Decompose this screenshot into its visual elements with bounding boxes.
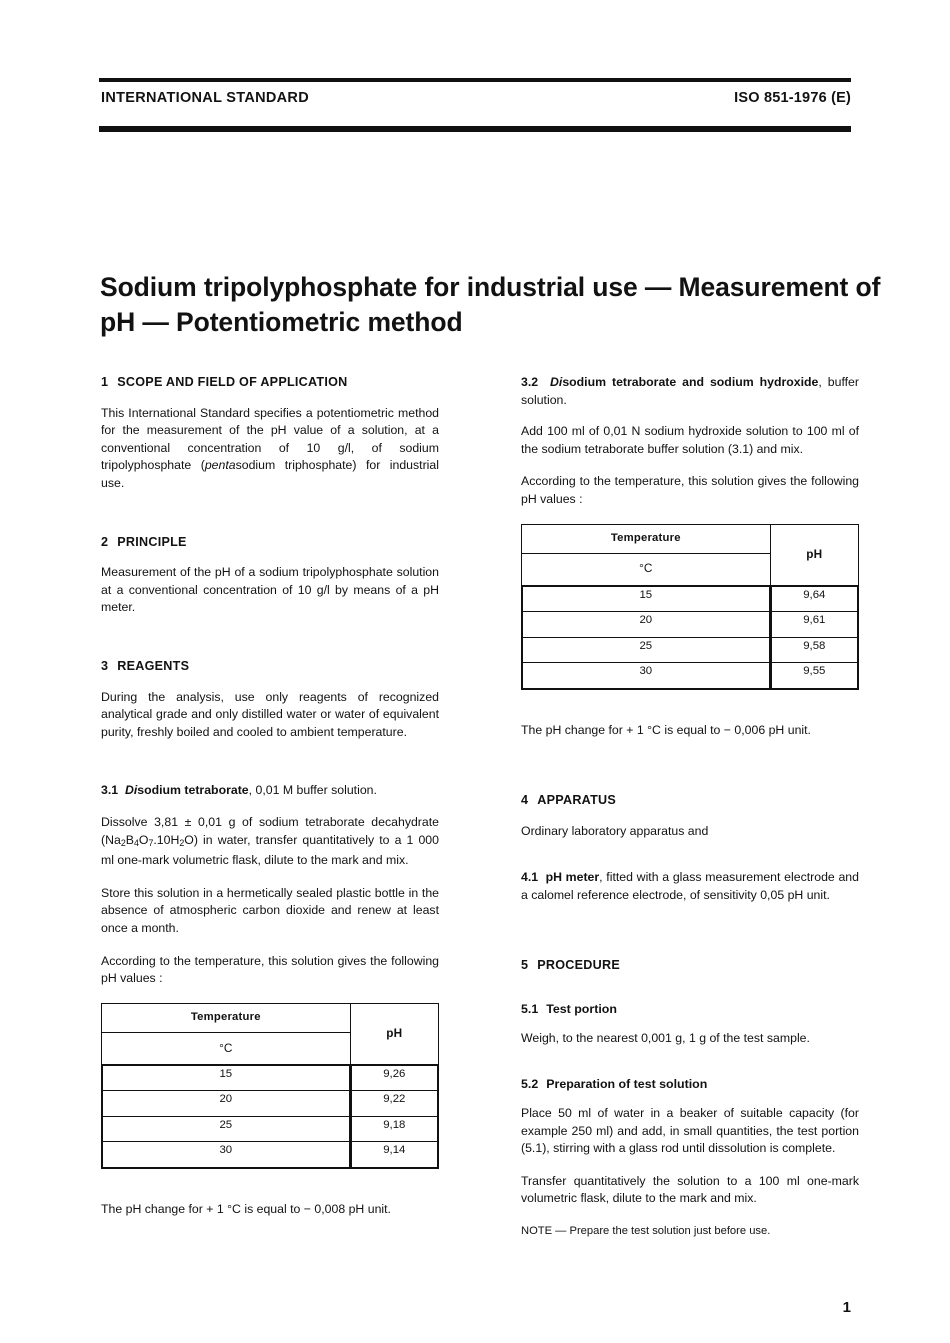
table-ph-column <box>770 585 858 689</box>
section-3-1-term: sodium tetraborate <box>137 783 249 798</box>
table-temperature-column <box>102 1064 351 1168</box>
section-3-2-number: 3.2 <box>521 375 539 389</box>
spacer <box>521 708 859 722</box>
header-rule-bottom <box>99 126 851 132</box>
table-header-temperature: Temperature <box>522 524 771 553</box>
section-3-number: 3 <box>101 658 109 673</box>
section-1-title: SCOPE AND FIELD OF APPLICATION <box>117 375 348 389</box>
section-1-number: 1 <box>101 375 109 389</box>
table-body-row <box>522 585 859 689</box>
section-1-body-part2: sodium triphosphate) for industrial use. <box>101 458 439 490</box>
section-3-body: During the analysis, use only reagents of recognized analytical grade and only distilled water or water of equivalent purity, freshly boiled and cooled to ambient temperature. <box>101 689 439 739</box>
section-5-2-heading <box>521 1076 859 1094</box>
right-column <box>521 374 859 1239</box>
table-row <box>351 1116 437 1142</box>
formula-prefix: Dissolve 3,81 ± 0,01 g of sodium tetraborate decahydrate (Na <box>101 814 439 847</box>
table-row <box>103 1116 350 1142</box>
table-row <box>523 586 770 612</box>
section-3-heading <box>101 658 439 676</box>
section-1-body-italic: penta <box>204 458 236 473</box>
section-3-1-paragraph-2: Store this solution in a hermetically sealed plastic bottle in the absence of atmospheric carbon dioxide and renew at least once a month. <box>101 885 439 936</box>
section-5-2-paragraph-1: Place 50 ml of water in a beaker of suitable capacity (for example 250 ml) and add, in small quantities, the test portion (5.1), stirring with a glass rod until dissolution is complete. <box>521 1105 859 1156</box>
cell-temperature: 25 <box>523 637 770 663</box>
section-2-number: 2 <box>101 534 109 549</box>
cell-ph: 9,26 <box>351 1065 437 1091</box>
table-row <box>103 1142 350 1168</box>
section-3-2-paragraph-2: According to the temperature, this solution gives the following pH values : <box>521 474 859 506</box>
page-number: 1 <box>842 1299 851 1316</box>
table-temperature-column <box>522 585 771 689</box>
section-1-body <box>101 405 439 493</box>
left-table-footnote: The pH change for + 1 °C is equal to − 0,008 pH unit. <box>101 1201 391 1216</box>
temperature-values <box>102 1065 350 1168</box>
section-3-2-term-italic: Di <box>550 375 563 389</box>
section-3-1-lead-rest: , 0,01 M buffer solution. <box>248 783 377 798</box>
cell-temperature: 15 <box>523 586 770 612</box>
cell-ph: 9,64 <box>771 586 857 612</box>
table-row <box>351 1065 437 1091</box>
table-row <box>523 663 770 689</box>
cell-ph: 9,18 <box>351 1116 437 1142</box>
section-3-2-lead <box>521 374 859 409</box>
section-3-1-paragraph-1 <box>101 814 439 870</box>
spacer <box>101 508 439 534</box>
spacer <box>101 756 439 782</box>
spacer <box>521 987 859 1001</box>
spacer <box>521 754 859 792</box>
spacer <box>101 632 439 658</box>
section-4-heading <box>521 792 859 810</box>
section-3-2-term: sodium tetraborate and sodium hydroxide <box>562 375 819 389</box>
section-5-number: 5 <box>521 957 529 972</box>
section-4-number: 4 <box>521 793 529 808</box>
section-4-1-number: 4.1 <box>521 870 539 885</box>
section-1-body-part1: This International Standard specifies a potentiometric method for the measurement of the pH value of a solution, at a conventional concentration of 10 g/l, of sodium tripolyphosphate ( <box>101 405 439 473</box>
table-header-ph: pH <box>770 524 858 585</box>
ph-table-right <box>521 524 859 690</box>
page-title: Sodium tripolyphosphate for industrial use — Measurement of pH — Potentiometric method <box>100 271 881 337</box>
formula-sub-b: 4 <box>133 837 139 848</box>
section-3-title: REAGENTS <box>117 658 190 673</box>
cell-temperature: 20 <box>103 1091 350 1117</box>
cell-temperature: 25 <box>103 1116 350 1142</box>
table-row <box>103 1091 350 1117</box>
table-header-ph: pH <box>350 1003 438 1064</box>
section-4-title: APPARATUS <box>537 793 617 808</box>
table-header-unit: °C <box>522 553 771 585</box>
section-5-heading <box>521 957 859 975</box>
table-row <box>351 1142 437 1168</box>
table-body-row <box>102 1064 439 1168</box>
left-column <box>101 374 439 1218</box>
header-standard-number: ISO 851-1976 (E) <box>734 90 851 106</box>
table-header-row <box>522 524 859 553</box>
section-4-1-term: pH meter <box>545 870 600 885</box>
section-5-1-number: 5.1 <box>521 1002 539 1017</box>
section-3-1-lead <box>101 782 439 800</box>
formula-o: O <box>138 832 149 847</box>
cell-ph: 9,22 <box>351 1091 437 1117</box>
right-table-footnote: The pH change for + 1 °C is equal to − 0,006 pH unit. <box>521 722 811 737</box>
section-5-2-note: NOTE — Prepare the test solution just before use. <box>521 1224 771 1237</box>
temperature-values <box>522 586 770 689</box>
table-header-unit: °C <box>102 1032 351 1064</box>
spacer <box>521 919 859 957</box>
section-3-1-term-italic: Di <box>124 783 138 798</box>
section-4-1-lead-rest: , fitted with a glass measurement electrode and a calomel reference electrode, of sensitivity 0,05 pH unit. <box>521 870 859 902</box>
header-rule-top <box>99 78 851 82</box>
section-3-1-number: 3.1 <box>101 783 119 798</box>
section-5-2-paragraph-2: Transfer quantitatively the solution to a 100 ml one-mark volumetric flask, dilute to the mark and mix. <box>521 1173 859 1206</box>
formula-sub-o: 7 <box>148 837 154 848</box>
table-header-temperature: Temperature <box>102 1003 351 1032</box>
section-4-1-lead <box>521 869 859 904</box>
table-row <box>103 1065 350 1091</box>
section-2-heading <box>101 534 439 552</box>
section-5-1-heading <box>521 1001 859 1019</box>
table-row <box>523 612 770 638</box>
section-5-1-title: Test portion <box>546 1002 617 1017</box>
section-3-2-lead-rest: , buffer solution. <box>521 375 859 407</box>
table-row <box>771 586 857 612</box>
cell-temperature: 30 <box>103 1142 350 1168</box>
section-5-1-body: Weigh, to the nearest 0,001 g, 1 g of the test sample. <box>521 1030 810 1045</box>
cell-temperature: 30 <box>523 663 770 689</box>
section-1-heading <box>101 374 439 392</box>
cell-temperature: 15 <box>103 1065 350 1091</box>
table-header-row <box>102 1003 439 1032</box>
section-4-body: Ordinary laboratory apparatus and <box>521 823 709 838</box>
section-5-2-title: Preparation of test solution <box>546 1077 708 1092</box>
section-3-2-paragraph-1: Add 100 ml of 0,01 N sodium hydroxide solution to 100 ml of the sodium tetraborate buffer solution (3.1) and mix. <box>521 424 859 456</box>
formula-sub-h: 2 <box>179 837 185 848</box>
formula-h2o: .10H <box>153 832 180 847</box>
spacer <box>521 855 859 869</box>
table-row <box>771 612 857 638</box>
section-2-body: Measurement of the pH of a sodium tripolyphosphate solution at a conventional concentration of 10 g/l by means of a pH meter. <box>101 565 439 615</box>
table-row <box>351 1091 437 1117</box>
header-standard-label: INTERNATIONAL STANDARD <box>101 90 309 106</box>
formula-sub-na: 2 <box>120 837 126 848</box>
table-ph-column <box>350 1064 438 1168</box>
section-2-title: PRINCIPLE <box>117 534 187 549</box>
spacer <box>521 1062 859 1076</box>
table-row <box>523 637 770 663</box>
cell-ph: 9,58 <box>771 637 857 663</box>
ph-table-left <box>101 1003 439 1169</box>
spacer <box>101 1187 439 1201</box>
ph-values <box>771 586 858 689</box>
formula-b: B <box>125 832 134 847</box>
cell-ph: 9,61 <box>771 612 857 638</box>
formula-suffix: O) in water, transfer quantitatively to a 1 000 ml one-mark volumetric flask, dilute to the mark and mix. <box>101 832 439 868</box>
table-row <box>771 663 857 689</box>
table-row <box>771 637 857 663</box>
cell-ph: 9,14 <box>351 1142 437 1168</box>
section-5-title: PROCEDURE <box>537 957 620 972</box>
cell-temperature: 20 <box>523 612 770 638</box>
section-5-2-number: 5.2 <box>521 1077 539 1092</box>
ph-values <box>351 1065 438 1168</box>
section-3-1-paragraph-3: According to the temperature, this solution gives the following pH values : <box>101 953 439 986</box>
cell-ph: 9,55 <box>771 663 857 689</box>
